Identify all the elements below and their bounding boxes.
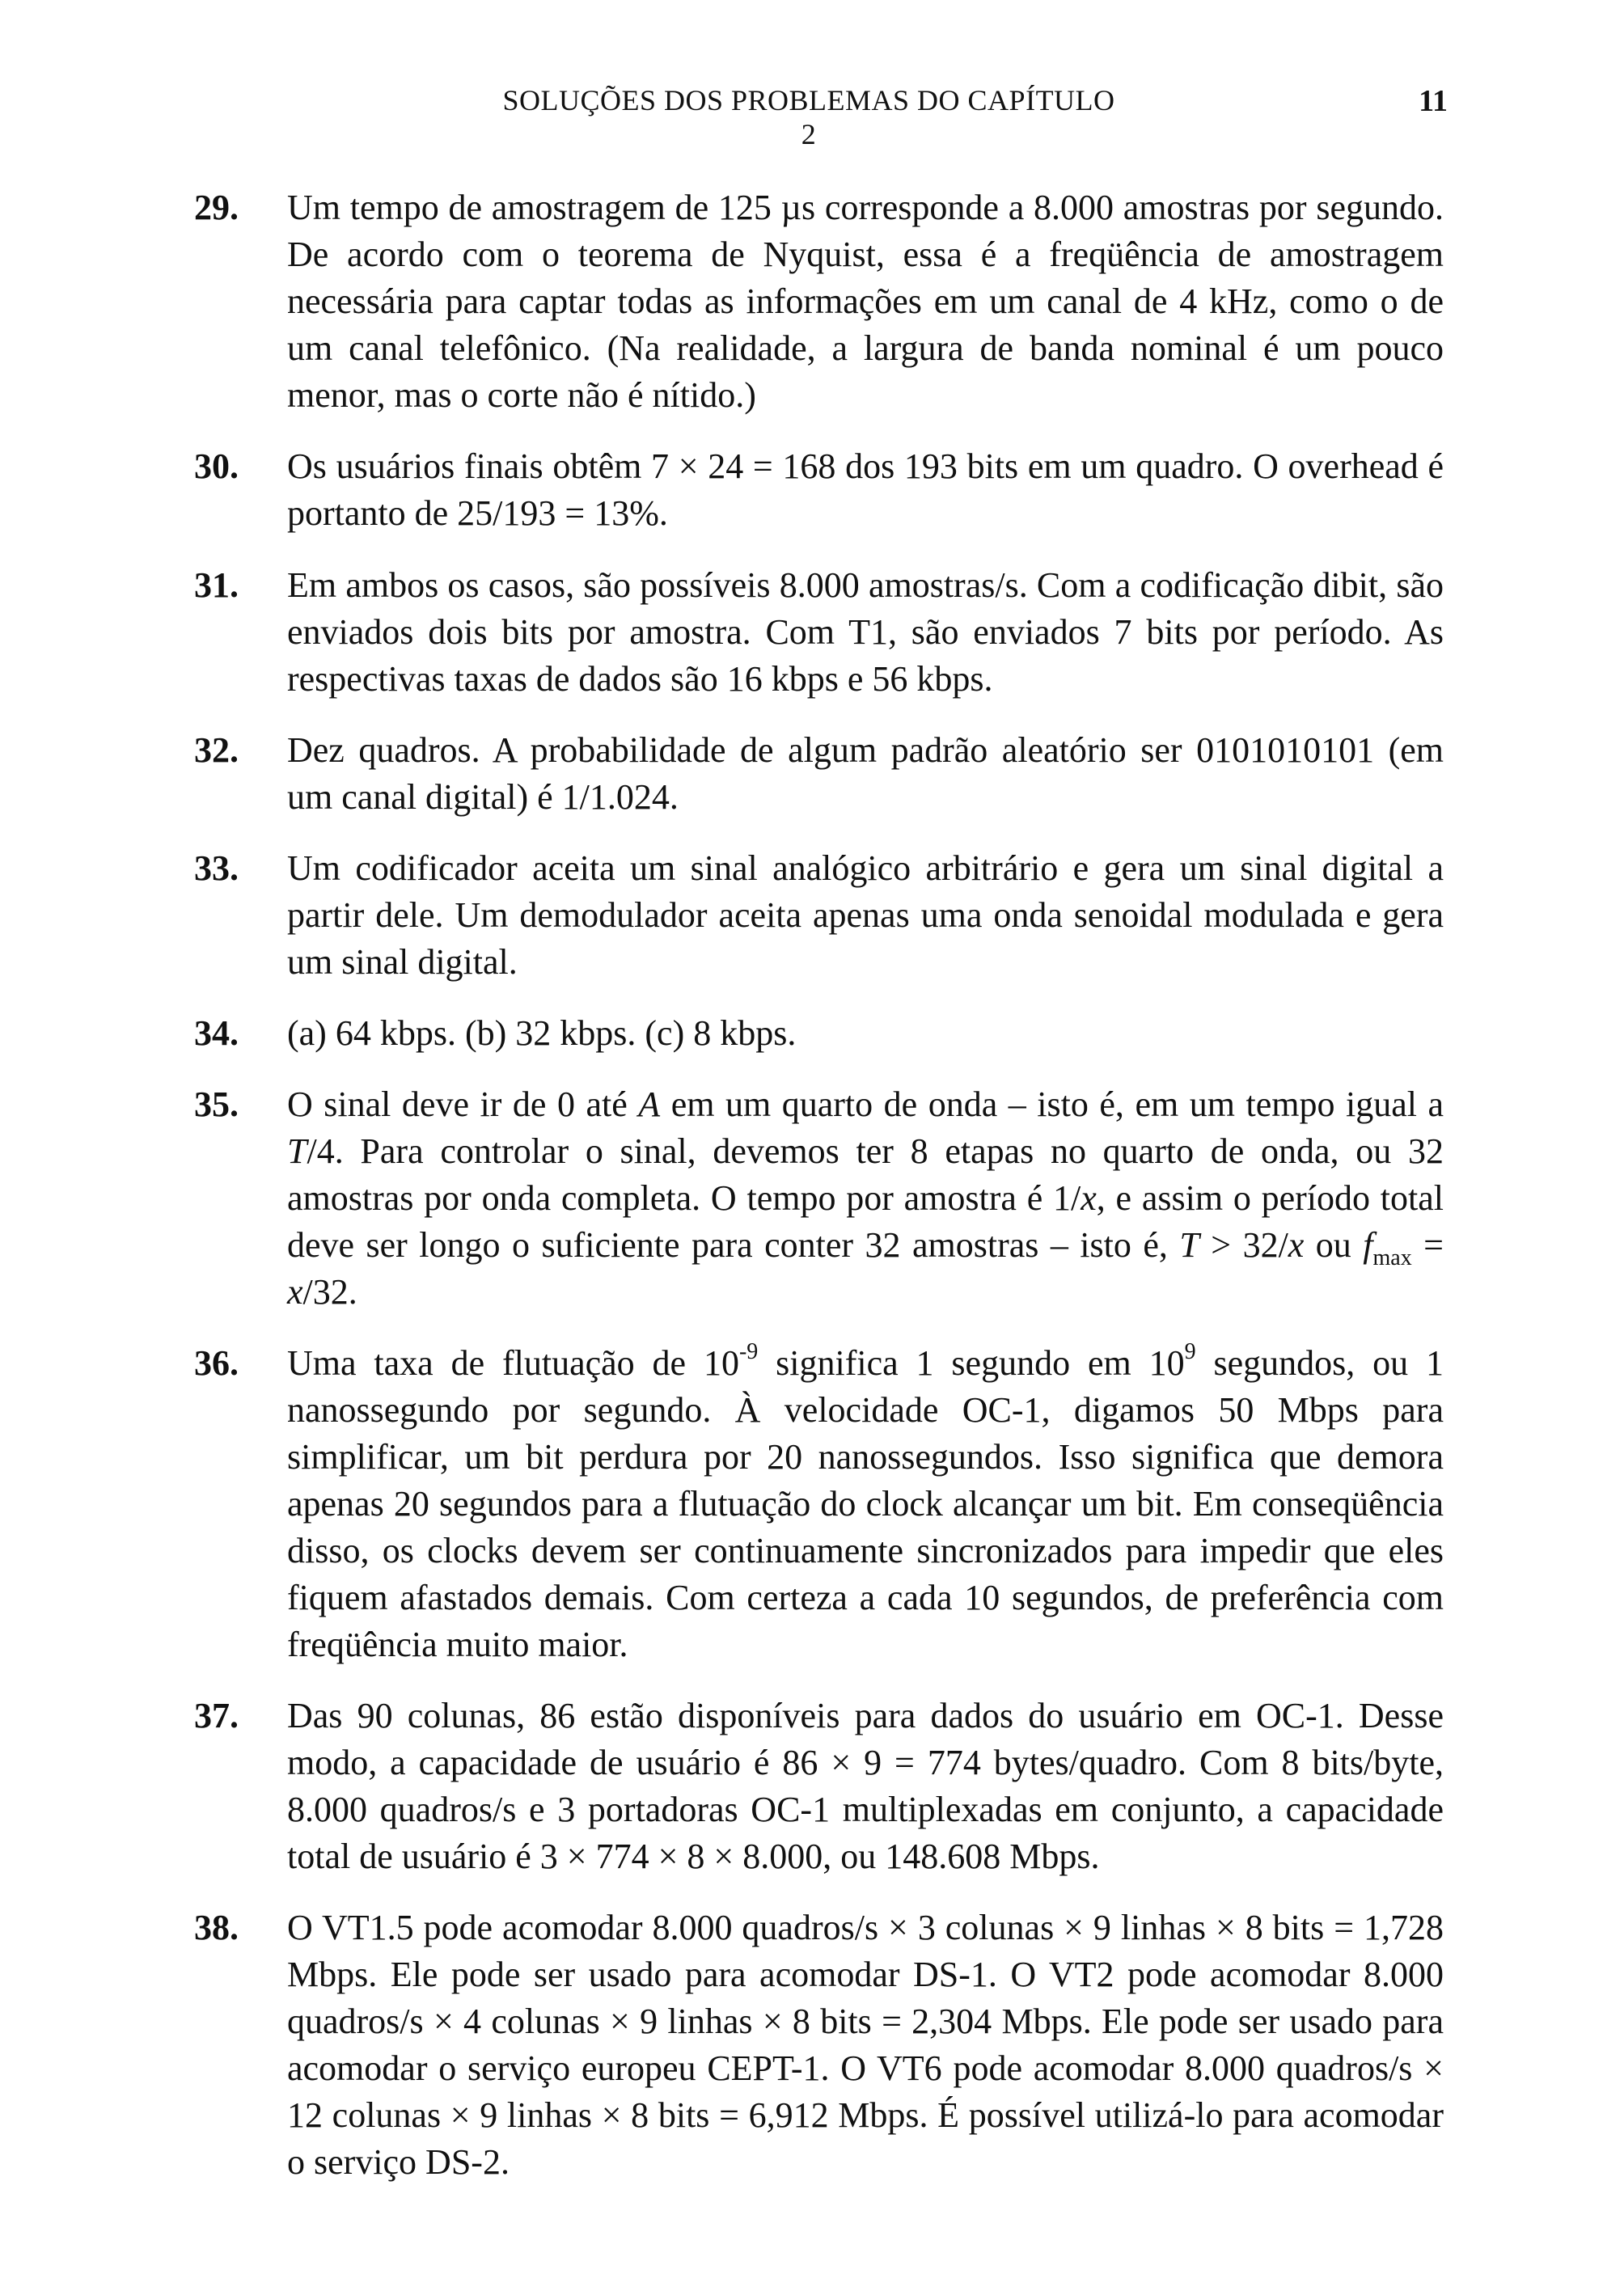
text-fragment: = xyxy=(1411,1225,1444,1265)
item-number: 36. xyxy=(194,1343,239,1383)
solution-item-38 xyxy=(194,1904,1444,2186)
item-text: Os usuários finais obtêm 7 × 24 = 168 dos 193 bits em um quadro. O overhead é portanto de 25/193 = 13%. xyxy=(287,446,1444,533)
item-number: 37. xyxy=(194,1696,239,1735)
solution-item-36 xyxy=(194,1340,1444,1668)
math-variable: T xyxy=(1179,1225,1199,1265)
solutions-list xyxy=(194,184,1444,2186)
text-fragment: , e assim o período total deve ser longo o suficiente para conter 32 amostras – isto é, xyxy=(287,1178,1444,1265)
item-text: O VT1.5 pode acomodar 8.000 quadros/s × 3 colunas × 9 linhas × 8 bits = 1,728 Mbps. Ele pode ser usado para acomodar DS-1. O VT2 pode acomodar 8.000 quadros/s × 4 colunas × 9 linhas × 8 bits = 2,304 Mbps. Ele pode ser usado para acomodar o serviço europeu CEPT-1. O VT6 pode acomodar 8.000 quadros/s × 12 colunas × 9 linhas × 8 bits = 6,912 Mbps. É possível utilizá-lo para acomodar o serviço DS-2. xyxy=(287,1908,1444,2182)
item-number: 38. xyxy=(194,1908,239,1947)
solution-item-34 xyxy=(194,1010,1444,1057)
solution-item-29 xyxy=(194,184,1444,419)
item-number: 32. xyxy=(194,730,239,770)
math-superscript: 9 xyxy=(1184,1339,1196,1364)
page-number: 11 xyxy=(1419,84,1448,118)
math-superscript: -9 xyxy=(738,1339,759,1364)
math-variable: x xyxy=(287,1272,303,1312)
math-variable: x xyxy=(1081,1178,1097,1218)
solution-item-35 xyxy=(194,1081,1444,1316)
item-text: (a) 64 kbps. (b) 32 kbps. (c) 8 kbps. xyxy=(287,1013,797,1053)
text-fragment: ou xyxy=(1304,1225,1364,1265)
item-text: Em ambos os casos, são possíveis 8.000 amostras/s. Com a codificação dibit, são enviados dois bits por amostra. Com T1, são enviados 7 bits por período. As respectivas taxas de dados são 16 kbps e 56 kbps. xyxy=(287,565,1444,699)
item-text xyxy=(287,1340,1444,1668)
running-head: SOLUÇÕES DOS PROBLEMAS DO CAPÍTULO 2 xyxy=(502,84,1115,150)
item-text: Das 90 colunas, 86 estão disponíveis para dados do usuário em OC-1. Desse modo, a capacidade de usuário é 86 × 9 = 774 bytes/quadro. Com 8 bits/byte, 8.000 quadros/s e 3 portadoras OC-1 multiplexadas em conjunto, a capacidade total de usuário é 3 × 774 × 8 × 8.000, ou 148.608 Mbps. xyxy=(287,1696,1444,1876)
item-text xyxy=(287,1081,1444,1316)
item-number: 31. xyxy=(194,565,239,605)
item-number: 35. xyxy=(194,1084,239,1124)
text-fragment: > 32/ xyxy=(1199,1225,1288,1265)
math-variable: f xyxy=(1363,1225,1373,1265)
item-text: Dez quadros. A probabilidade de algum padrão aleatório ser 0101010101 (em um canal digital) é 1/1.024. xyxy=(287,730,1444,817)
item-number: 29. xyxy=(194,188,239,227)
item-text: Um codificador aceita um sinal analógico arbitrário e gera um sinal digital a partir dele. Um demodulador aceita apenas uma onda senoidal modulada e gera um sinal digital. xyxy=(287,848,1444,982)
math-variable: x xyxy=(1288,1225,1305,1265)
text-fragment: /4. Para controlar o sinal, devemos ter 8 etapas no quarto de onda, ou 32 amostras por onda completa. O tempo por amostra é 1/ xyxy=(287,1131,1444,1218)
text-fragment: segundos, ou 1 nanossegundo por segundo. À velocidade OC-1, digamos 50 Mbps para simplificar, um bit perdura por 20 nanossegundos. Isso significa que demora apenas 20 segundos para a flutuação do clock alcançar um bit. Em conseqüência disso, os clocks devem ser continuamente sincronizados para impedir que eles fiquem afastados demais. Com certeza a cada 10 segundos, de preferência com freqüência muito maior. xyxy=(287,1343,1444,1664)
text-fragment: /32. xyxy=(302,1272,357,1312)
text-fragment: em um quarto de onda – isto é, em um tempo igual a xyxy=(660,1084,1444,1124)
item-number: 33. xyxy=(194,848,239,888)
math-variable: T xyxy=(287,1131,307,1171)
solution-item-32 xyxy=(194,727,1444,821)
solution-item-31 xyxy=(194,562,1444,703)
text-fragment: Uma taxa de flutuação de 10 xyxy=(287,1343,739,1383)
item-text: Um tempo de amostragem de 125 µs corresponde a 8.000 amostras por segundo. De acordo com o teorema de Nyquist, essa é a freqüência de amostragem necessária para captar todas as informações em um canal de 4 kHz, como o de um canal telefônico. (Na realidade, a largura de banda nominal é um pouco menor, mas o corte não é nítido.) xyxy=(287,188,1444,415)
text-fragment: O sinal deve ir de 0 até xyxy=(287,1084,639,1124)
text-fragment: significa 1 segundo em 10 xyxy=(758,1343,1185,1383)
item-number: 34. xyxy=(194,1013,239,1053)
solution-item-33 xyxy=(194,845,1444,986)
math-subscript: max xyxy=(1372,1245,1412,1270)
math-variable: A xyxy=(638,1084,661,1124)
solution-item-37 xyxy=(194,1693,1444,1880)
item-number: 30. xyxy=(194,446,239,486)
solution-item-30 xyxy=(194,443,1444,537)
